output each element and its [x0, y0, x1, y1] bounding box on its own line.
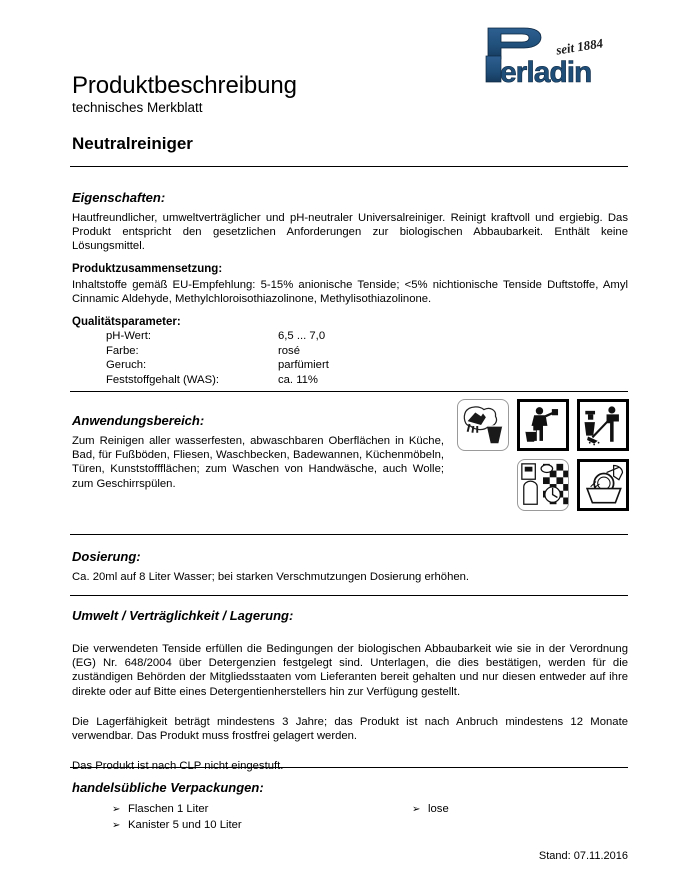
param-key: Geruch:	[106, 359, 147, 371]
packaging-item-left-1	[112, 801, 208, 818]
arrow-bullet-icon: ➢	[412, 804, 421, 815]
table-row	[106, 373, 329, 388]
arrow-bullet-icon: ➢	[112, 820, 121, 831]
param-key: Feststoffgehalt (WAS):	[106, 373, 220, 386]
param-value: 6,5 ... 7,0	[278, 330, 326, 342]
page-title: Produktbeschreibung	[72, 72, 297, 99]
umwelt-paragraph-1: Die verwendeten Tenside erfüllen die Bedingungen der biologischen Abbaubarkeit wie sie in der Verordnung (EG) Nr. 648/2004 über Detergenzien festgelegt sind. Unterlagen, die dies bestätigen, werden für die zuständigen Behörden der Mitgliedsstaaten vom Lieferanten bereit gehalten und nur diesen entweder auf ihre direkte oder auf Bitte eines Detergentienherstellers hin zur Verfügung gestellt.	[72, 643, 628, 698]
divider-dosierung	[70, 534, 628, 535]
table-row	[106, 344, 329, 359]
divider-anwendungsbereich	[70, 391, 628, 392]
dosierung-text: Ca. 20ml auf 8 Liter Wasser; bei starken Verschmutzungen Dosierung erhöhen.	[72, 571, 470, 583]
produktzusammensetzung-heading: Produktzusammensetzung:	[72, 263, 223, 275]
section-produktzusammensetzung	[72, 262, 628, 306]
page-subtitle: technisches Merkblatt	[72, 100, 203, 115]
eigenschaften-text: Hautfreundlicher, umweltverträglicher und pH-neutraler Universalreiniger. Reinigt kraftvoll und ergiebig. Das Produkt entspricht den gesetzlichen Anforderungen zur biologischen Abbaubarkeit. Enthält keine Lösungsmittel.	[72, 212, 628, 253]
packaging-item-left-2	[112, 817, 242, 834]
divider-header	[70, 166, 628, 167]
arrow-bullet-icon: ➢	[112, 804, 121, 815]
packaging-label: Kanister 5 und 10 Liter	[128, 819, 242, 831]
table-row	[106, 358, 329, 373]
application-icon-grid	[457, 399, 635, 511]
section-anwendungsbereich	[72, 413, 444, 491]
list-item	[72, 817, 628, 833]
hand-washing-dishes-icon	[577, 459, 629, 511]
eigenschaften-heading: Eigenschaften:	[72, 190, 166, 205]
perladin-logo	[478, 26, 626, 84]
produktzusammensetzung-text: Inhaltstoffe gemäß EU-Empfehlung: 5-15% anionische Tenside; <5% nichtionische Tenside Duftstoffe, Amyl Cinnamic Aldehyde, Methylchloroisothiazolinone, Methylisothiazolinone.	[72, 279, 628, 306]
verpackungen-heading: handelsübliche Verpackungen:	[72, 780, 264, 795]
param-key: Farbe:	[106, 344, 139, 357]
verpackungen-list	[72, 801, 628, 833]
packaging-label: lose	[428, 803, 449, 815]
person-spray-cleaning-icon	[517, 399, 569, 451]
param-value: rosé	[278, 344, 300, 357]
list-item	[72, 801, 628, 817]
umwelt-heading: Umwelt / Verträglichkeit / Lagerung:	[72, 608, 294, 623]
section-dosierung	[72, 549, 628, 584]
packaging-item-right-1	[412, 801, 449, 818]
qualitaetsparameter-table	[106, 329, 329, 387]
logo-tagline-text: seit 1884	[554, 35, 605, 58]
anwendungsbereich-heading: Anwendungsbereich:	[72, 413, 205, 428]
section-eigenschaften	[72, 190, 628, 254]
section-umwelt	[72, 608, 628, 773]
umwelt-paragraph-3: Das Produkt ist nach CLP nicht eingestuft.	[72, 760, 284, 773]
product-name: Neutralreiniger	[72, 134, 193, 153]
umwelt-paragraph-2: Die Lagerfähigkeit beträgt mindestens 3 Jahre; das Produkt ist nach Anbruch mindestens 12 Monate verwendbar. Das Produkt muss frostfrei gelagert werden.	[72, 715, 628, 743]
param-key: pH-Wert:	[106, 330, 151, 342]
divider-umwelt	[70, 595, 628, 596]
table-row	[106, 329, 329, 344]
document-date: Stand: 07.11.2016	[538, 850, 628, 862]
divider-verpackungen	[70, 767, 628, 768]
dosierung-heading: Dosierung:	[72, 549, 141, 564]
document-header	[0, 0, 681, 160]
perladin-logo-svg	[478, 26, 626, 84]
param-value: ca. 11%	[278, 373, 318, 386]
logo-wordmark-text: erladin	[500, 56, 592, 84]
title-block	[72, 72, 297, 116]
section-qualitaetsparameter	[72, 315, 628, 387]
person-mopping-floor-icon	[577, 399, 629, 451]
section-verpackungen	[72, 780, 628, 833]
anwendungsbereich-text: Zum Reinigen aller wasserfesten, abwaschbaren Oberflächen in Küche, Bad, für Fußböden, Fliesen, Waschbecken, Badewannen, Küchenmöbeln, Türen, Kunststoffflächen; zum Waschen von Handwäsche, auch Wolle; zum Geschirrspülen.	[72, 435, 444, 490]
qualitaetsparameter-heading: Qualitätsparameter:	[72, 316, 181, 328]
packaging-label: Flaschen 1 Liter	[128, 803, 209, 815]
param-value: parfümiert	[278, 359, 329, 371]
hand-wiping-cloth-bucket-icon	[457, 399, 509, 451]
bathroom-tiles-sanitary-icon	[517, 459, 569, 511]
